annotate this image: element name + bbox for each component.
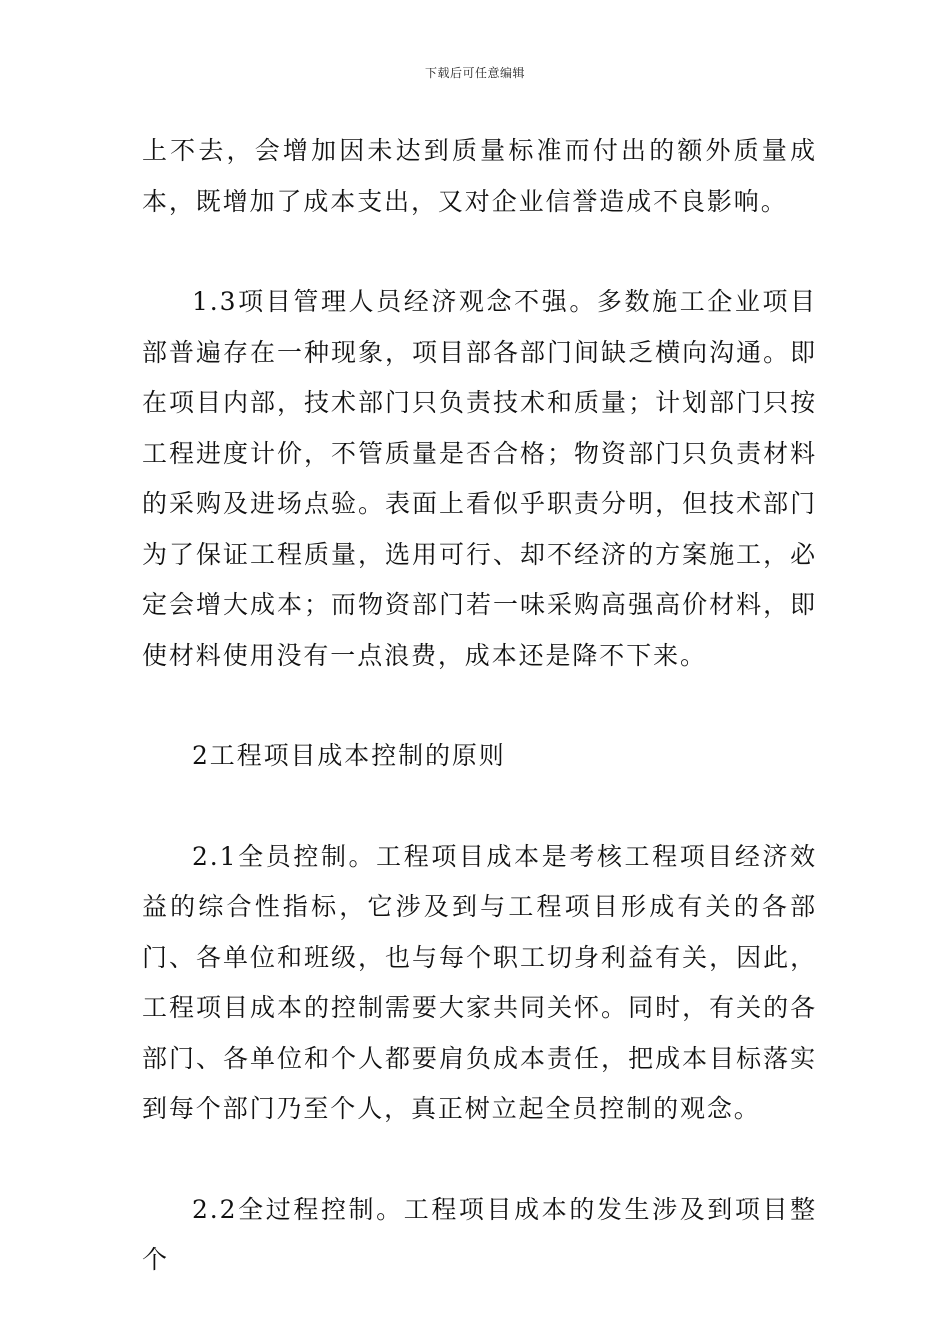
- paragraph-2-1: 2.1全员控制。工程项目成本是考核工程项目经济效益的综合性指标，它涉及到与工程项目形成有关的各部门、各单位和班级，也与每个职工切身利益有关，因此，工程项目成本的控制需要大家共同关怀。同时，有关的各部门、各单位和个人都要肩负成本责任，把成本目标落实到每个部门乃至个人，真正树立起全员控制的观念。: [142, 841, 817, 1123]
- section-heading-2: 2工程项目成本控制的原则: [192, 741, 506, 770]
- paragraph-gap: [142, 227, 817, 277]
- paragraph-continuation: 上不去，会增加因未达到质量标准而付出的额外质量成本，既增加了成本支出，又对企业信誉造成不良影响。: [142, 136, 817, 216]
- document-body: [142, 126, 817, 1286]
- paragraph-1-3: 1.3项目管理人员经济观念不强。多数施工企业项目部普遍存在一种现象，项目部各部门间缺乏横向沟通。即在项目内部，技术部门只负责技术和质量；计划部门只按工程进度计价，不管质量是否合格；物资部门只负责材料的采购及进场点验。表面上看似乎职责分明，但技术部门为了保证工程质量，选用可行、却不经济的方案施工，必定会增大成本；而物资部门若一味采购高强高价材料，即使材料使用没有一点浪费，成本还是降不下来。: [142, 287, 817, 670]
- paragraph-gap: [142, 681, 817, 731]
- page-header: 下载后可任意编辑: [424, 66, 525, 80]
- paragraph-2-2: 2.2全过程控制。工程项目成本的发生涉及到项目整个: [142, 1194, 817, 1274]
- paragraph-gap: [142, 782, 817, 832]
- paragraph-gap: [142, 1135, 817, 1185]
